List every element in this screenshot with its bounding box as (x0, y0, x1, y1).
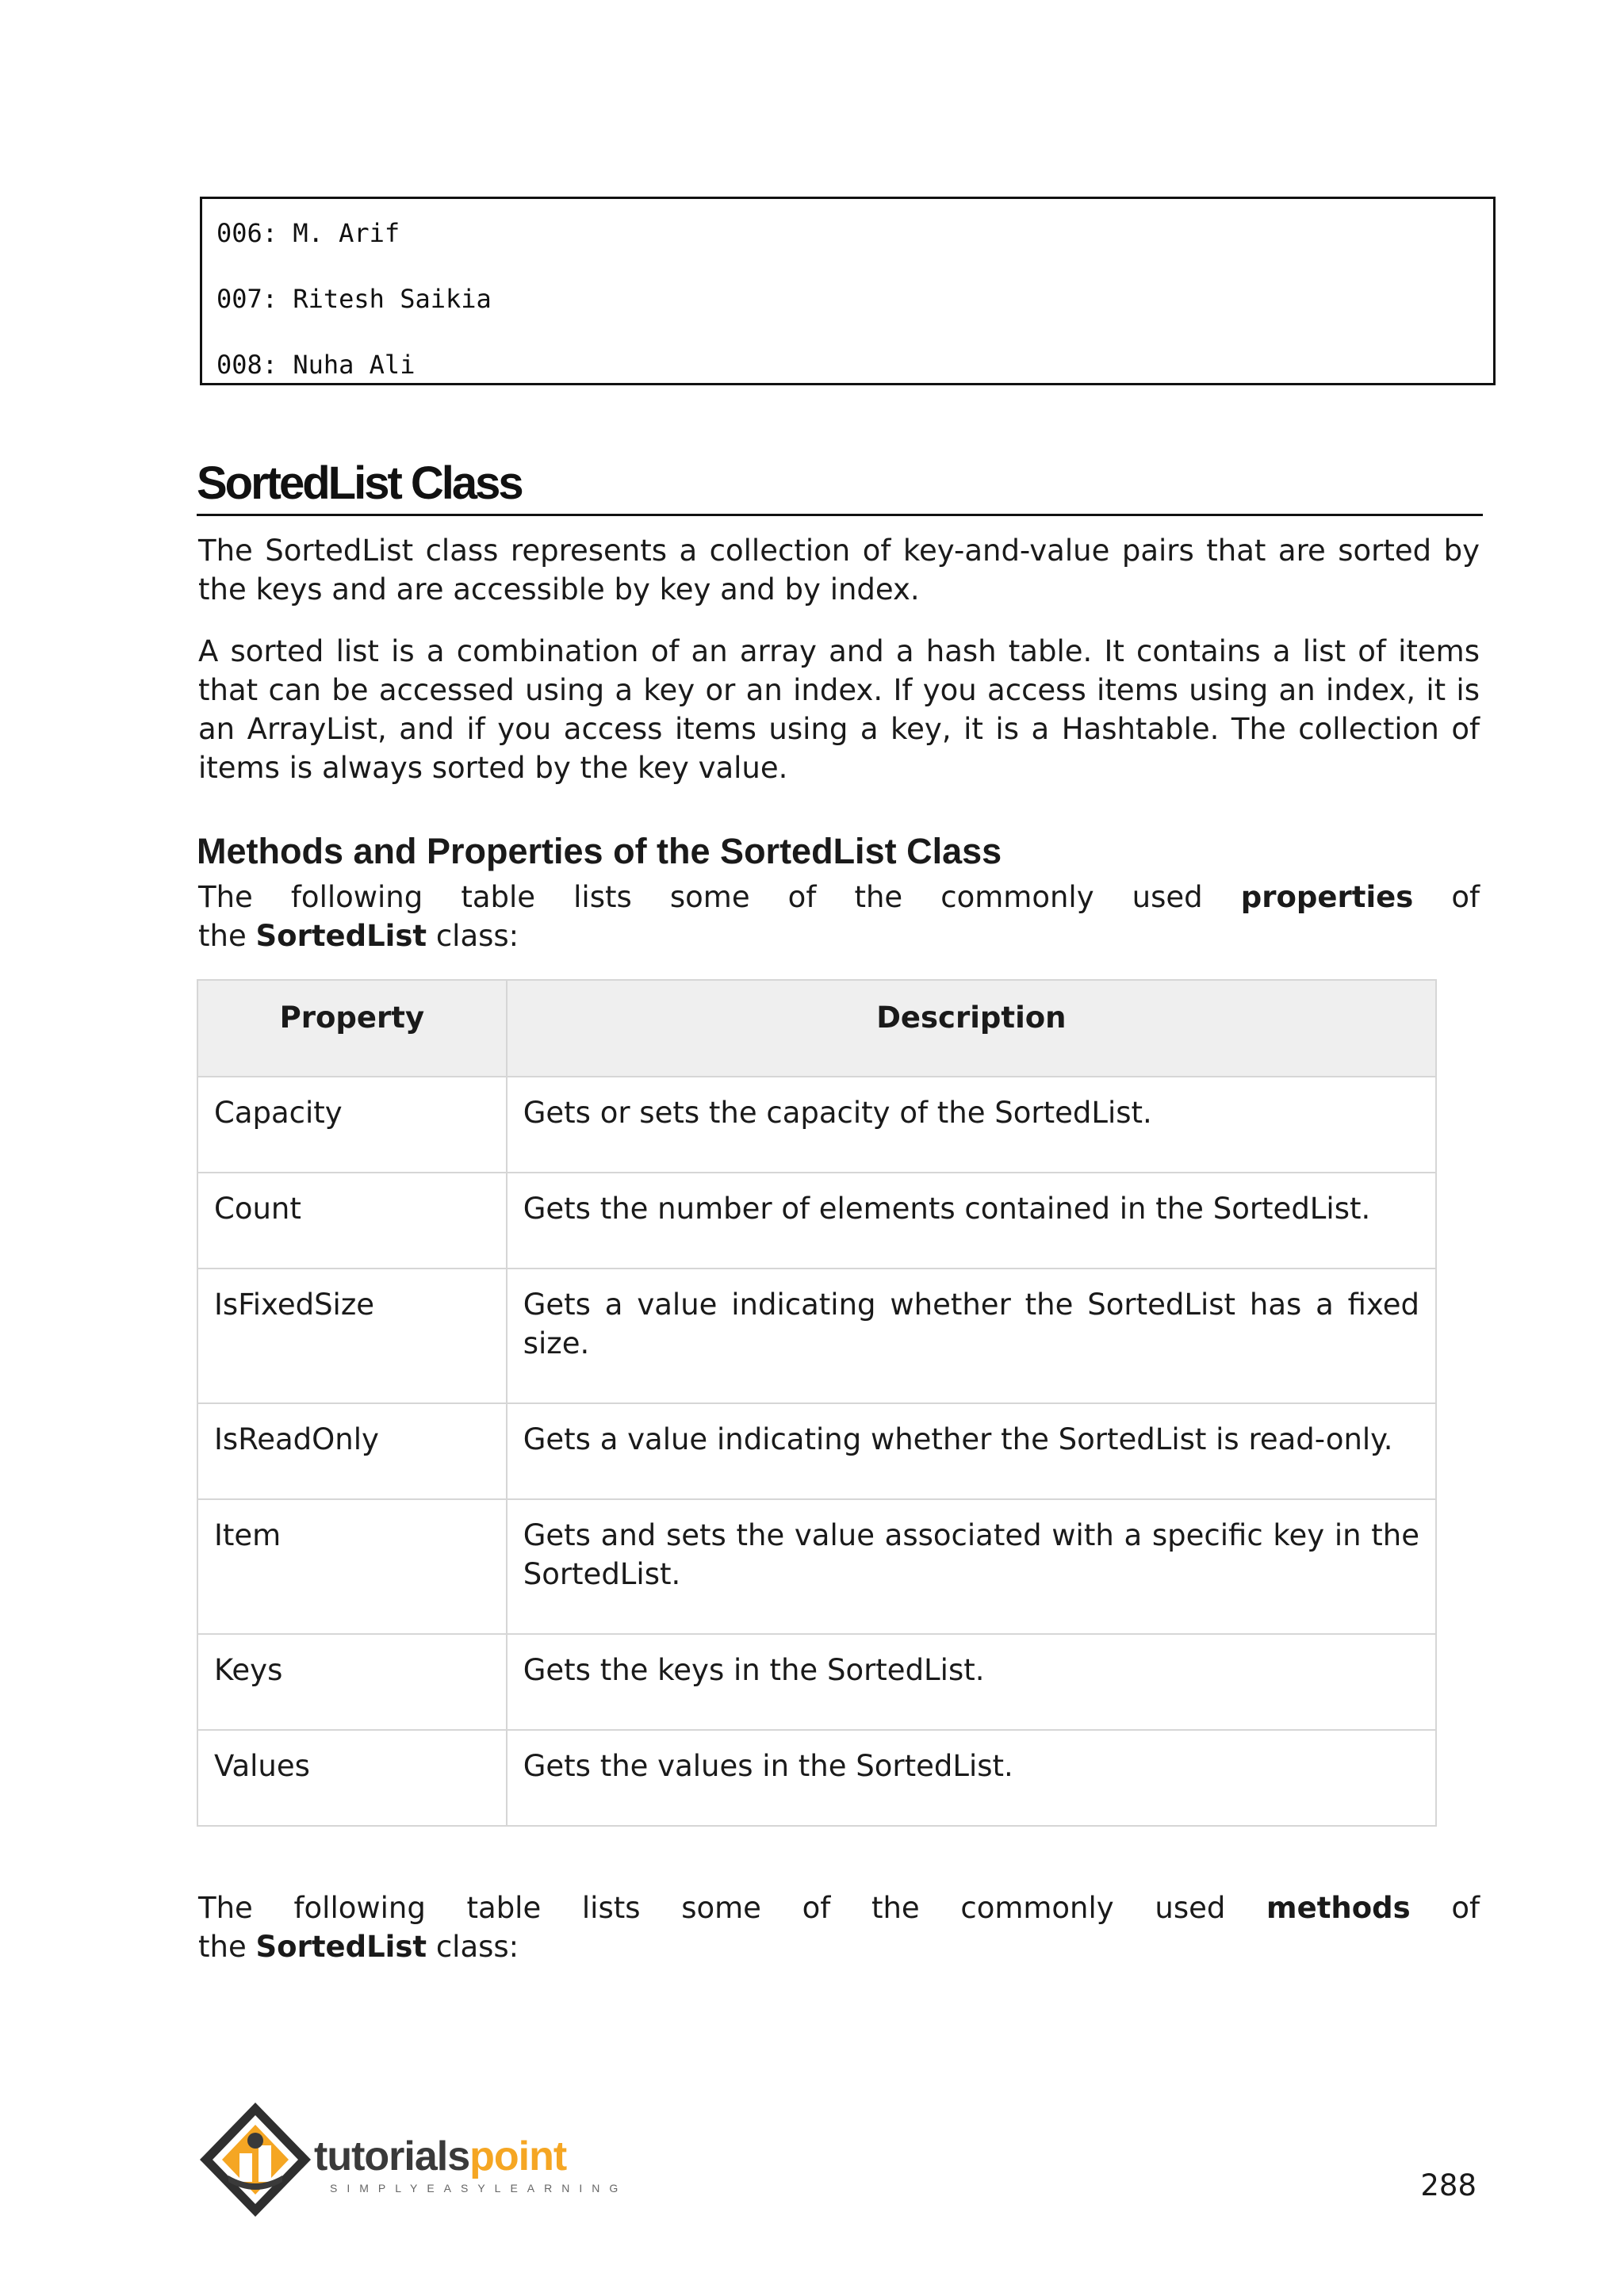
description-cell: Gets a value indicating whether the SortedList is read-only. (507, 1403, 1436, 1499)
code-output-box (200, 197, 1496, 385)
code-line: 008: Nuha Ali (216, 350, 416, 380)
section-title: SortedList Class (197, 457, 522, 509)
intro-text: of (1451, 1891, 1480, 1925)
code-line: 006: M. Arif (216, 218, 400, 248)
table-row (197, 1077, 1436, 1173)
intro-text: of (1451, 880, 1480, 914)
column-header-description: Description (507, 980, 1436, 1077)
intro-bold-methods: methods (1266, 1891, 1411, 1925)
table-row (197, 1403, 1436, 1499)
properties-table (197, 979, 1437, 1827)
property-cell: IsFixedSize (197, 1269, 507, 1403)
property-cell: IsReadOnly (197, 1403, 507, 1499)
logo-wordmark (314, 2134, 566, 2179)
paragraph-description: A sorted list is a combination of an array and a hash table. It contains a list of items that can be accessed using a key or an index. If you access items using an index, it is an ArrayList, and if you access items using a key, it is a Hashtable. The collection of items is always sorted by the key value. (198, 634, 1480, 785)
intro-text: The following table lists some of the commonly used (198, 880, 1203, 914)
code-line: 007: Ritesh Saikia (216, 284, 492, 314)
intro-bold-sortedlist: SortedList (255, 1930, 427, 1964)
description-cell: Gets the keys in the SortedList. (507, 1634, 1436, 1730)
table-row (197, 1730, 1436, 1826)
properties-intro-line1 (198, 878, 1480, 916)
paragraph-intro: The SortedList class represents a collection of key-and-value pairs that are sorted by the keys and are accessible by key and by index. (198, 534, 1480, 607)
property-cell: Item (197, 1499, 507, 1634)
logo-tagline: SIMPLYEASYLEARNING (330, 2182, 628, 2195)
properties-intro (198, 878, 1480, 955)
logo-word-tutorials: tutorials (314, 2133, 470, 2179)
table-row (197, 1269, 1436, 1403)
table-header-row (197, 980, 1436, 1077)
page-number: 288 (1420, 2168, 1477, 2202)
description-cell: Gets and sets the value associated with a specific key in the SortedList. (507, 1499, 1436, 1634)
intro-bold-properties: properties (1240, 880, 1414, 914)
property-cell: Keys (197, 1634, 507, 1730)
property-cell: Values (197, 1730, 507, 1826)
intro-text: the (198, 1930, 247, 1964)
methods-intro-line1 (198, 1888, 1480, 1927)
column-header-property: Property (197, 980, 507, 1077)
table-row (197, 1173, 1436, 1269)
intro-text: class: (435, 919, 519, 953)
description-cell: Gets or sets the capacity of the SortedList. (507, 1077, 1436, 1173)
description-cell: Gets the number of elements contained in the SortedList. (507, 1173, 1436, 1269)
intro-bold-sortedlist: SortedList (255, 919, 427, 953)
heading-divider (197, 514, 1483, 516)
intro-text: the (198, 919, 247, 953)
logo-diamond-icon (197, 2098, 331, 2231)
properties-intro-line2 (198, 916, 1480, 955)
table-row (197, 1634, 1436, 1730)
intro-text: The following table lists some of the commonly used (198, 1891, 1226, 1925)
logo-word-point: point (469, 2133, 567, 2179)
intro-text: class: (435, 1930, 519, 1964)
description-cell: Gets a value indicating whether the SortedList has a fixed size. (507, 1269, 1436, 1403)
methods-intro-line2 (198, 1927, 1480, 1966)
property-cell: Capacity (197, 1077, 507, 1173)
description-cell: Gets the values in the SortedList. (507, 1730, 1436, 1826)
property-cell: Count (197, 1173, 507, 1269)
tutorialspoint-logo (197, 2098, 641, 2231)
methods-intro (198, 1888, 1480, 1966)
subsection-title: Methods and Properties of the SortedList Class (197, 831, 1002, 871)
table-row (197, 1499, 1436, 1634)
